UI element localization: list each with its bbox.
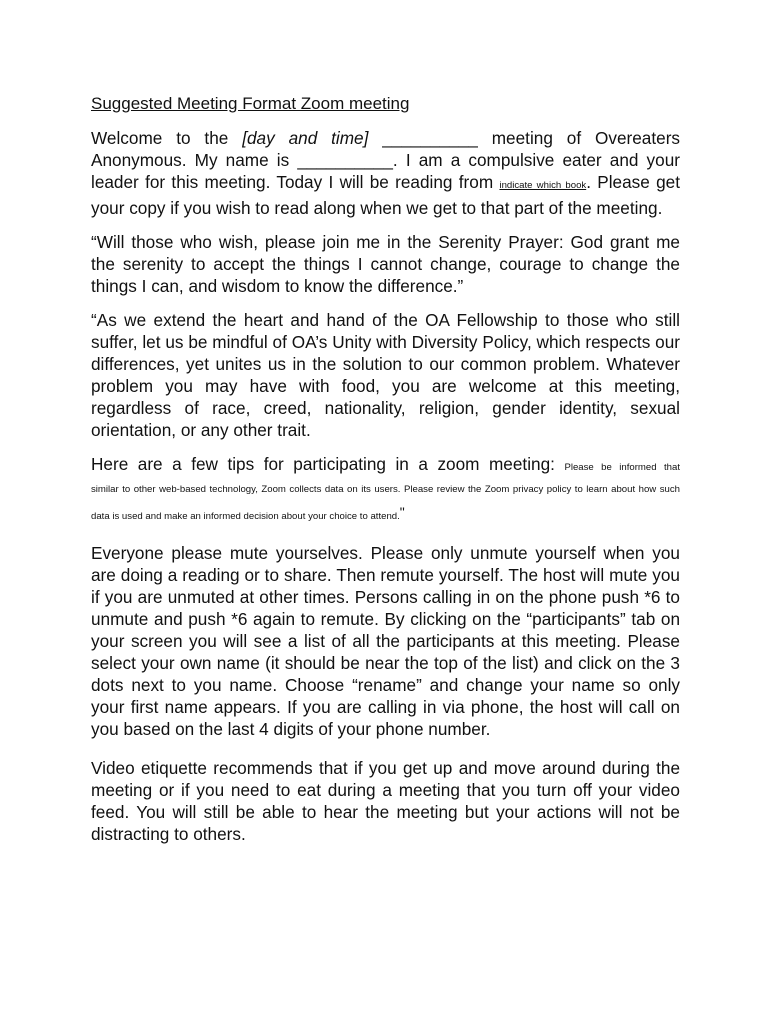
close-quote: " — [399, 504, 405, 520]
welcome-text-c: . Please get your copy if you wish to read along when we get to that part of the meeting. — [91, 172, 681, 218]
welcome-text-b: __________ meeting of Overeaters Anonymous. My name is __________. I am a compulsive eater and your leader for this meeting. Today I will be reading from — [91, 128, 681, 192]
welcome-paragraph — [91, 127, 680, 219]
document-title: Suggested Meeting Format Zoom meeting — [91, 94, 410, 113]
book-placeholder: indicate which book — [499, 180, 587, 191]
serenity-prayer-paragraph: “Will those who wish, please join me in the Serenity Prayer: God grant me the serenity to accept the things I cannot change, courage to change the things I can, and wisdom to know the difference.” — [91, 232, 680, 296]
day-time-placeholder: [day and time] — [242, 128, 369, 148]
document-page — [91, 93, 680, 857]
privacy-note — [91, 479, 680, 528]
tips-heading-line — [91, 453, 680, 479]
privacy-note-rest: similar to other web-based technology, Zoom collects data on its users. Please review the Zoom privacy policy to learn about how such data is used and make an informed decision about your choice to attend. — [91, 484, 680, 522]
unity-diversity-paragraph: “As we extend the heart and hand of the OA Fellowship to those who still suffer, let us be mindful of OA’s Unity with Diversity Policy, which respects our differences, yet unites us in the solution to our common problem. Whatever problem you may have with food, you are welcome at this meeting, regardless of race, creed, nationality, religion, gender identity, sexual orientation, or any other trait. — [91, 310, 680, 440]
video-etiquette-paragraph: Video etiquette recommends that if you get up and move around during the meeting or if you need to eat during a meeting that you turn off your video feed. You will still be able to hear the meeting but your actions will not be distracting to others. — [91, 758, 680, 844]
welcome-text-a: Welcome to the — [91, 128, 243, 148]
tips-heading: Here are a few tips for participating in a zoom meeting: — [91, 454, 555, 474]
privacy-note-start: Please be informed that — [564, 462, 680, 473]
mute-instructions-paragraph: Everyone please mute yourselves. Please only unmute yourself when you are doing a reading or to share. Then remute yourself. The host will mute you if you are unmuted at other times. Persons calling in on the phone push *6 to unmute and push *6 again to remute. By clicking on the “participants” tab on your screen you will see a list of all the participants at this meeting. Please select your own name (it should be near the top of the list) and click on the 3 dots next to you name. Choose “rename” and change your name so only your first name appears. If you are calling in via phone, the host will call on you based on the last 4 digits of your phone number. — [91, 543, 680, 739]
